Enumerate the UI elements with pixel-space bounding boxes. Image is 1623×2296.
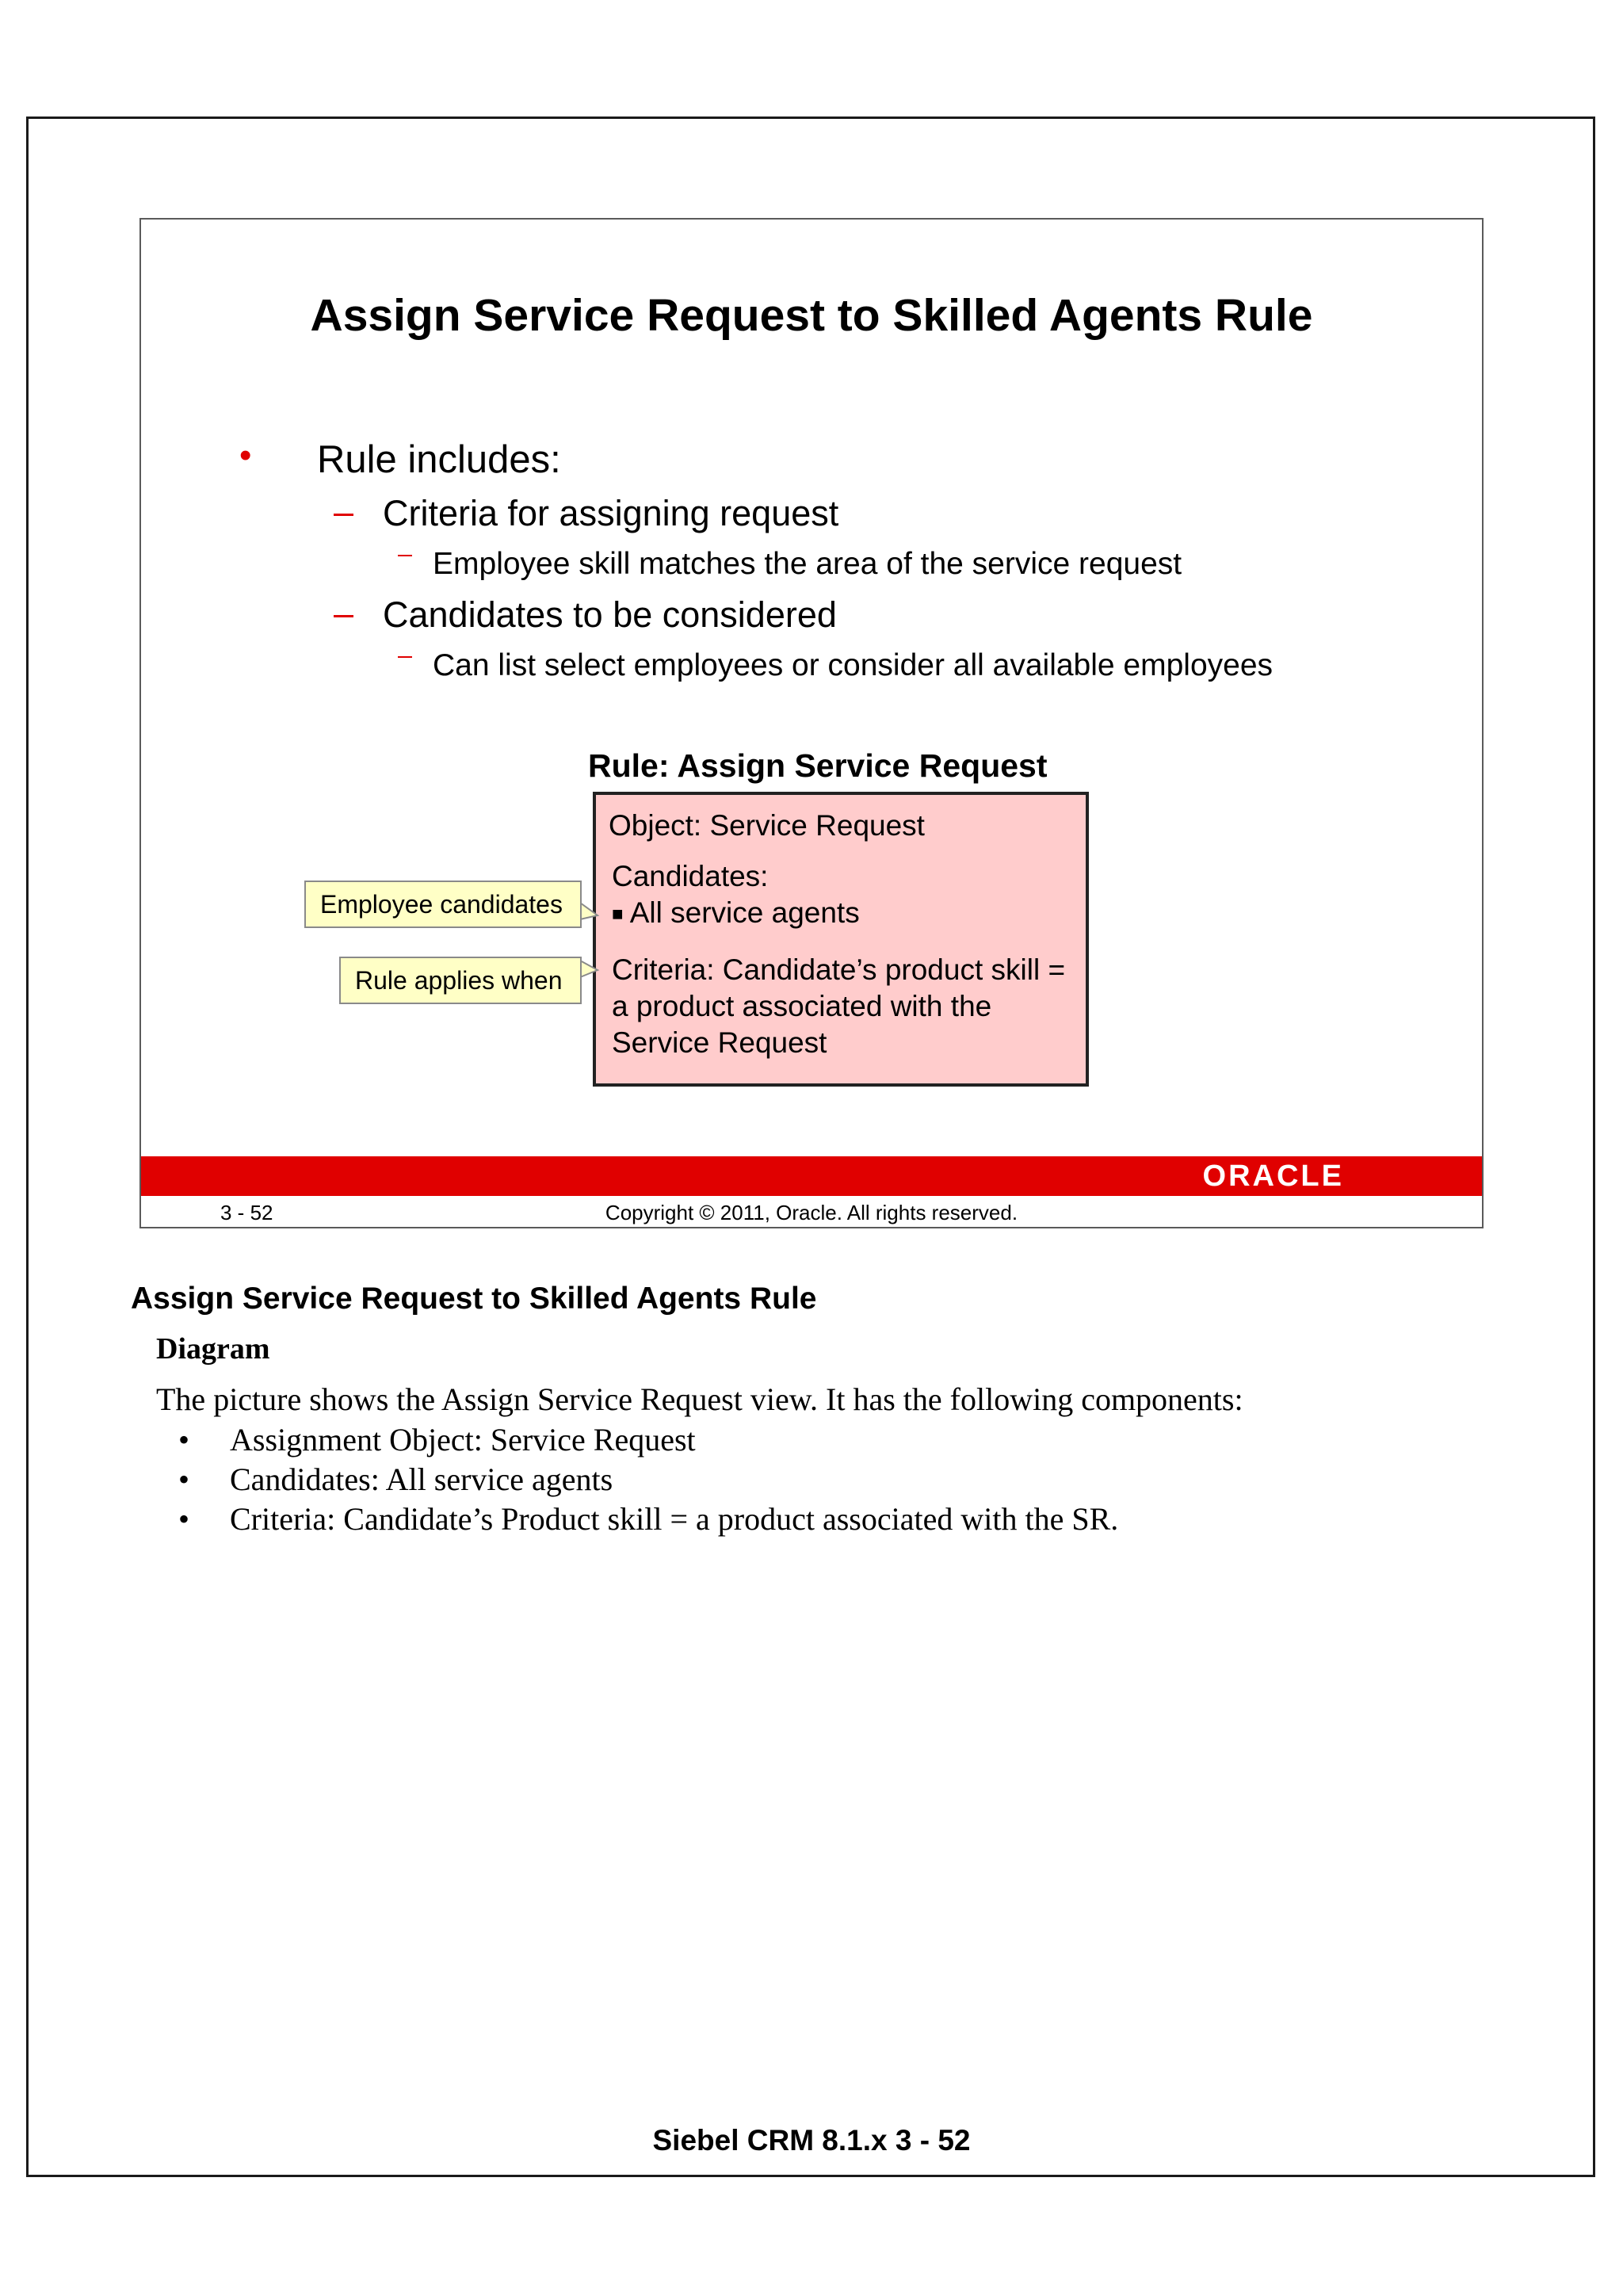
slide	[139, 218, 1484, 1228]
detail-text: Can list select employees or consider all available employees	[433, 648, 1274, 682]
detail-text: Employee skill matches the area of the service request	[433, 547, 1182, 581]
callout-rule-applies-when: Rule applies when	[339, 957, 582, 1004]
bullet-text: Rule includes:	[317, 438, 561, 481]
notes-intro: The picture shows the Assign Service Request view. It has the following components:	[156, 1381, 1243, 1417]
detail-candidates	[433, 648, 1273, 683]
criteria-line-3: Service Request	[612, 1026, 827, 1059]
detail-criteria	[433, 547, 1182, 582]
list-item: • Assignment Object: Service Request	[178, 1420, 1118, 1460]
sub-bullet-candidates	[334, 593, 837, 636]
oracle-logo: ORACLE	[1202, 1159, 1344, 1193]
small-dash-icon	[398, 555, 412, 556]
candidates-value: ■ All service agents	[612, 896, 860, 929]
list-item: • Criteria: Candidate’s Product skill = a product associated with the SR.	[178, 1499, 1118, 1539]
slide-number: 3 - 52	[220, 1201, 273, 1224]
notes-subtitle: Diagram	[156, 1332, 270, 1366]
square-bullet-icon: ■	[612, 904, 624, 926]
criteria-line-2: a product associated with the	[612, 990, 992, 1022]
brand-bar	[141, 1156, 1482, 1196]
notes-title: Assign Service Request to Skilled Agents Rule	[131, 1282, 817, 1316]
criteria-line-1: Criteria: Candidate’s product skill =	[612, 953, 1066, 986]
small-dash-icon	[398, 656, 412, 658]
sub-bullet-text: Criteria for assigning request	[383, 493, 839, 533]
bullet-dot-icon: •	[239, 436, 252, 475]
list-item: • Candidates: All service agents	[178, 1460, 1118, 1499]
sub-bullet-text: Candidates to be considered	[383, 594, 837, 635]
dash-icon: –	[334, 491, 354, 532]
sub-bullet-criteria	[334, 491, 839, 534]
slide-title: Assign Service Request to Skilled Agents Rule	[310, 290, 1313, 341]
diagram-heading: Rule: Assign Service Request	[588, 747, 1048, 784]
object-line: Object: Service Request	[609, 809, 925, 842]
notes-list	[178, 1420, 1118, 1539]
page-footer: Siebel CRM 8.1.x 3 - 52	[652, 2124, 971, 2157]
candidates-label: Candidates:	[612, 860, 769, 892]
bullet-rule-includes	[239, 436, 561, 482]
copyright: Copyright © 2011, Oracle. All rights reserved.	[605, 1201, 1018, 1224]
dash-icon: –	[334, 593, 354, 633]
rule-box	[593, 792, 1089, 1087]
callout-employee-candidates: Employee candidates	[304, 881, 582, 928]
